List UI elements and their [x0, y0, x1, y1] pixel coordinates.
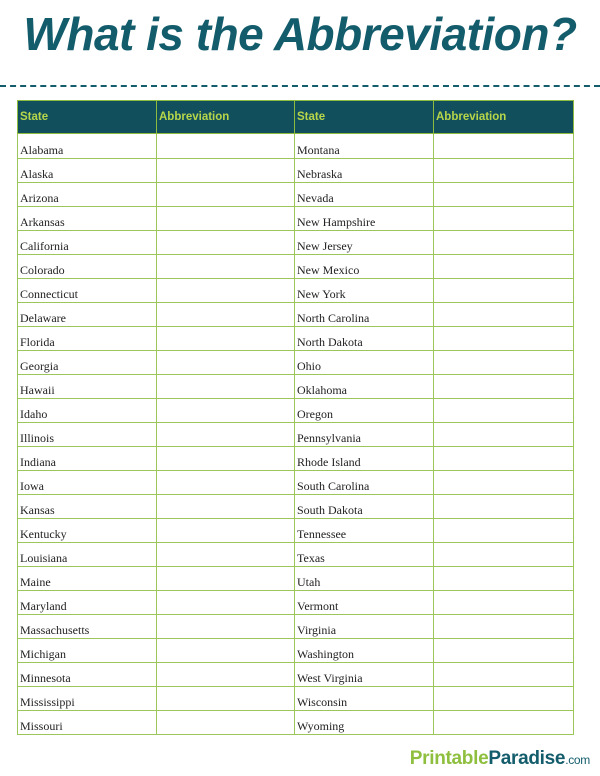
- state-cell-left: Delaware: [18, 303, 157, 327]
- table-row: [18, 495, 574, 519]
- abbreviation-blank-left[interactable]: [157, 663, 295, 687]
- table-body: [18, 134, 574, 735]
- state-cell-right: Wisconsin: [295, 687, 434, 711]
- abbreviation-blank-right[interactable]: [434, 231, 574, 255]
- abbreviation-table: [17, 100, 574, 735]
- abbreviation-blank-left[interactable]: [157, 375, 295, 399]
- dashed-divider: [0, 85, 600, 87]
- table-row: [18, 567, 574, 591]
- state-cell-right: Vermont: [295, 591, 434, 615]
- state-cell-left: Michigan: [18, 639, 157, 663]
- state-cell-left: Colorado: [18, 255, 157, 279]
- state-cell-left: Hawaii: [18, 375, 157, 399]
- table-row: [18, 471, 574, 495]
- abbreviation-blank-right[interactable]: [434, 327, 574, 351]
- abbreviation-blank-right[interactable]: [434, 159, 574, 183]
- state-cell-right: Rhode Island: [295, 447, 434, 471]
- abbreviation-blank-left[interactable]: [157, 207, 295, 231]
- state-cell-left: Connecticut: [18, 279, 157, 303]
- abbreviation-blank-right[interactable]: [434, 543, 574, 567]
- abbreviation-blank-right[interactable]: [434, 567, 574, 591]
- table-row: [18, 351, 574, 375]
- table-row: [18, 375, 574, 399]
- abbreviation-blank-right[interactable]: [434, 183, 574, 207]
- abbreviation-blank-right[interactable]: [434, 615, 574, 639]
- state-cell-left: Idaho: [18, 399, 157, 423]
- abbreviation-blank-right[interactable]: [434, 663, 574, 687]
- abbreviation-blank-left[interactable]: [157, 399, 295, 423]
- table-row: [18, 423, 574, 447]
- state-cell-left: Maryland: [18, 591, 157, 615]
- state-cell-right: Nevada: [295, 183, 434, 207]
- abbreviation-blank-left[interactable]: [157, 303, 295, 327]
- abbreviation-blank-right[interactable]: [434, 447, 574, 471]
- abbreviation-blank-left[interactable]: [157, 327, 295, 351]
- state-cell-right: Ohio: [295, 351, 434, 375]
- abbreviation-blank-left[interactable]: [157, 423, 295, 447]
- state-cell-left: Arizona: [18, 183, 157, 207]
- state-cell-left: Arkansas: [18, 207, 157, 231]
- table-row: [18, 639, 574, 663]
- table-row: [18, 159, 574, 183]
- abbreviation-blank-left[interactable]: [157, 615, 295, 639]
- state-cell-right: New York: [295, 279, 434, 303]
- abbreviation-blank-left[interactable]: [157, 255, 295, 279]
- logo-domain: .com: [565, 753, 590, 767]
- abbreviation-blank-left[interactable]: [157, 471, 295, 495]
- abbreviation-blank-left[interactable]: [157, 183, 295, 207]
- header-state-left: State: [18, 101, 157, 134]
- state-cell-left: Kansas: [18, 495, 157, 519]
- abbreviation-blank-left[interactable]: [157, 447, 295, 471]
- state-cell-right: South Carolina: [295, 471, 434, 495]
- state-cell-left: Florida: [18, 327, 157, 351]
- brand-logo: [410, 748, 590, 770]
- abbreviation-blank-right[interactable]: [434, 495, 574, 519]
- state-cell-right: Pennsylvania: [295, 423, 434, 447]
- logo-printable: Printable: [409, 748, 489, 769]
- page-title: What is the Abbreviation?: [23, 8, 577, 60]
- state-cell-right: Texas: [295, 543, 434, 567]
- table-row: [18, 519, 574, 543]
- abbreviation-blank-right[interactable]: [434, 134, 574, 159]
- abbreviation-blank-left[interactable]: [157, 351, 295, 375]
- abbreviation-blank-right[interactable]: [434, 303, 574, 327]
- abbreviation-blank-left[interactable]: [157, 543, 295, 567]
- state-cell-right: Utah: [295, 567, 434, 591]
- abbreviation-blank-right[interactable]: [434, 207, 574, 231]
- abbreviation-blank-left[interactable]: [157, 687, 295, 711]
- abbreviation-blank-right[interactable]: [434, 255, 574, 279]
- table-row: [18, 687, 574, 711]
- table-row: [18, 543, 574, 567]
- table-row: [18, 663, 574, 687]
- table-row: [18, 231, 574, 255]
- state-cell-left: Minnesota: [18, 663, 157, 687]
- abbreviation-blank-right[interactable]: [434, 375, 574, 399]
- table-row: [18, 134, 574, 159]
- state-cell-right: New Mexico: [295, 255, 434, 279]
- state-cell-left: Indiana: [18, 447, 157, 471]
- state-cell-left: California: [18, 231, 157, 255]
- state-cell-left: Louisiana: [18, 543, 157, 567]
- state-cell-right: Tennessee: [295, 519, 434, 543]
- abbreviation-blank-right[interactable]: [434, 351, 574, 375]
- state-cell-right: Montana: [295, 134, 434, 159]
- state-cell-right: New Jersey: [295, 231, 434, 255]
- abbreviation-blank-left[interactable]: [157, 495, 295, 519]
- table-row: [18, 279, 574, 303]
- abbreviation-blank-right[interactable]: [434, 279, 574, 303]
- state-cell-right: North Dakota: [295, 327, 434, 351]
- abbreviation-blank-left[interactable]: [157, 639, 295, 663]
- state-cell-right: North Carolina: [295, 303, 434, 327]
- table-row: [18, 255, 574, 279]
- abbreviation-blank-right[interactable]: [434, 519, 574, 543]
- abbreviation-blank-right[interactable]: [434, 711, 574, 735]
- abbreviation-blank-right[interactable]: [434, 399, 574, 423]
- state-cell-right: Virginia: [295, 615, 434, 639]
- state-cell-left: Maine: [18, 567, 157, 591]
- state-cell-right: Washington: [295, 639, 434, 663]
- table-row: [18, 327, 574, 351]
- state-cell-left: Georgia: [18, 351, 157, 375]
- state-cell-left: Missouri: [18, 711, 157, 735]
- abbreviation-blank-left[interactable]: [157, 591, 295, 615]
- state-cell-right: Nebraska: [295, 159, 434, 183]
- logo-paradise: Paradise: [488, 748, 566, 769]
- table-row: [18, 615, 574, 639]
- abbreviation-blank-left[interactable]: [157, 159, 295, 183]
- abbreviation-blank-left[interactable]: [157, 567, 295, 591]
- state-cell-right: Oregon: [295, 399, 434, 423]
- state-cell-left: Kentucky: [18, 519, 157, 543]
- header-abbreviation-left: Abbreviation: [157, 101, 295, 134]
- abbreviation-blank-left[interactable]: [157, 711, 295, 735]
- header-abbreviation-right: Abbreviation: [434, 101, 574, 134]
- abbreviation-blank-right[interactable]: [434, 423, 574, 447]
- state-cell-left: Mississippi: [18, 687, 157, 711]
- state-cell-right: Oklahoma: [295, 375, 434, 399]
- table-row: [18, 303, 574, 327]
- state-cell-left: Alaska: [18, 159, 157, 183]
- abbreviation-blank-right[interactable]: [434, 591, 574, 615]
- table-header-row: [18, 101, 574, 134]
- state-cell-right: South Dakota: [295, 495, 434, 519]
- abbreviation-blank-left[interactable]: [157, 134, 295, 159]
- table-row: [18, 711, 574, 735]
- header-state-right: State: [295, 101, 434, 134]
- abbreviation-blank-left[interactable]: [157, 279, 295, 303]
- abbreviation-blank-right[interactable]: [434, 639, 574, 663]
- abbreviation-blank-left[interactable]: [157, 231, 295, 255]
- table-row: [18, 183, 574, 207]
- state-cell-right: New Hampshire: [295, 207, 434, 231]
- state-cell-left: Alabama: [18, 134, 157, 159]
- abbreviation-blank-right[interactable]: [434, 471, 574, 495]
- state-cell-right: Wyoming: [295, 711, 434, 735]
- table-row: [18, 207, 574, 231]
- state-cell-left: Illinois: [18, 423, 157, 447]
- table-row: [18, 447, 574, 471]
- state-cell-left: Iowa: [18, 471, 157, 495]
- abbreviation-blank-left[interactable]: [157, 519, 295, 543]
- state-cell-left: Massachusetts: [18, 615, 157, 639]
- abbreviation-blank-right[interactable]: [434, 687, 574, 711]
- table-row: [18, 591, 574, 615]
- state-cell-right: West Virginia: [295, 663, 434, 687]
- table-row: [18, 399, 574, 423]
